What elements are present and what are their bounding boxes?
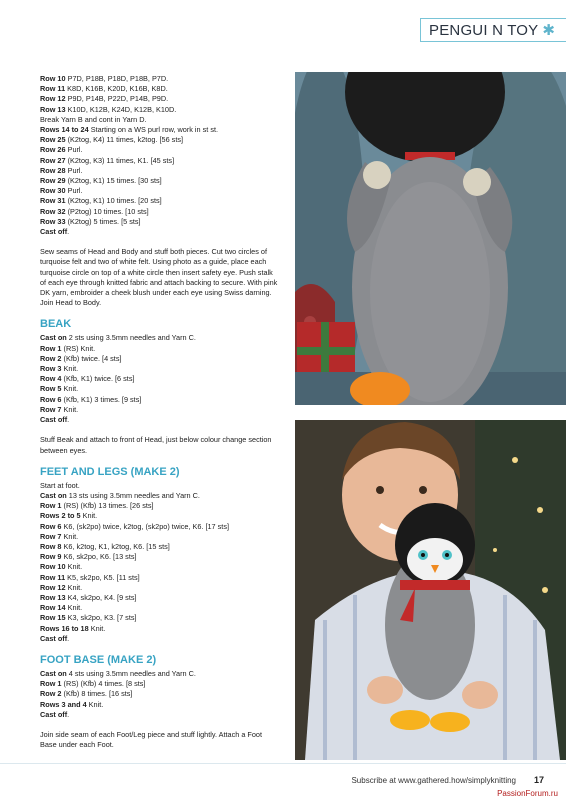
pattern-row	[40, 593, 280, 603]
row-instruction: Knit.	[61, 384, 79, 394]
pattern-row	[40, 176, 280, 186]
row-instruction: (RS) (Kfb) 13 times. [26 sts]	[61, 501, 154, 511]
row-label: Row 1	[40, 501, 62, 511]
row-label: Row 11	[40, 572, 66, 582]
beak-note-paragraph	[40, 435, 280, 455]
assembly-paragraph	[40, 247, 280, 308]
row-instruction: K6, k2tog, K1, k2tog, K6. [15 sts]	[61, 541, 170, 551]
row-instruction: (K2tog, K1) 15 times. [30 sts]	[65, 176, 162, 186]
row-label: Row 31	[40, 196, 66, 206]
pattern-row	[40, 354, 280, 364]
pattern-row	[40, 384, 280, 394]
row-instruction: (Kfb, K1) twice. [6 sts]	[61, 374, 135, 384]
row-label: Cast off	[40, 633, 68, 643]
row-label: Row 14	[40, 603, 66, 613]
pattern-row	[40, 542, 280, 552]
row-label: Row 11	[40, 84, 66, 94]
row-label: Row 15	[40, 613, 66, 623]
pattern-row	[40, 364, 280, 374]
pattern-row	[40, 481, 280, 491]
row-instruction: K3, sk2po, K3. [7 sts]	[65, 613, 137, 623]
row-label: Row 13	[40, 592, 66, 602]
pattern-row	[40, 94, 280, 104]
foot-base-note-paragraph	[40, 730, 280, 750]
row-instruction: Knit.	[65, 603, 83, 613]
row-label: Row 28	[40, 165, 66, 175]
row-instruction: K8D, K16B, K20D, K16B, K8D.	[65, 84, 168, 94]
pattern-row	[40, 603, 280, 613]
foot-base-note: Join side seam of each Foot/Leg piece and stuff lightly. Attach a Foot Base under each Foot.	[40, 729, 263, 750]
row-label: Row 30	[40, 186, 66, 196]
pattern-row	[40, 700, 280, 710]
row-label: Row 12	[40, 94, 66, 104]
row-instruction: (K2tog, K1) 10 times. [20 sts]	[65, 196, 162, 206]
row-label: Cast on	[40, 333, 67, 343]
feet-heading: FEET AND LEGS (MAKE 2)	[40, 465, 180, 478]
pattern-row	[40, 156, 280, 166]
pattern-row	[40, 491, 280, 501]
beak-rows-list	[40, 333, 280, 425]
pattern-row	[40, 552, 280, 562]
snowflake-icon: ✱	[542, 22, 555, 39]
row-instruction: (P2tog) 10 times. [10 sts]	[65, 206, 149, 216]
row-label: Rows 14 to 24	[40, 125, 89, 135]
row-instruction: (RS) Knit.	[61, 343, 96, 353]
row-instruction: .	[67, 633, 70, 643]
row-label: Row 29	[40, 176, 66, 186]
row-instruction: 4 sts using 3.5mm needles and Yarn C.	[66, 668, 196, 678]
foot-base-rows-list	[40, 669, 280, 720]
feet-rows-list	[40, 481, 280, 644]
pattern-row	[40, 84, 280, 94]
pattern-row	[40, 415, 280, 425]
pattern-row	[40, 344, 280, 354]
row-label: Row 3	[40, 364, 62, 374]
pattern-row	[40, 207, 280, 217]
row-label: Row 27	[40, 155, 66, 165]
pattern-row	[40, 511, 280, 521]
row-label: Row 1	[40, 679, 62, 689]
row-instruction: Break Yarn B and cont in Yarn D.	[40, 114, 147, 124]
pattern-row	[40, 333, 280, 343]
row-instruction: Knit.	[61, 404, 79, 414]
pattern-row	[40, 624, 280, 634]
pattern-row	[40, 573, 280, 583]
row-label: Row 25	[40, 135, 66, 145]
row-label: Cast off	[40, 415, 68, 425]
beak-heading: BEAK	[40, 318, 72, 331]
pattern-row	[40, 217, 280, 227]
section-title: PENGUI N TOY	[429, 21, 539, 39]
row-label: Row 26	[40, 145, 66, 155]
row-instruction: K4, sk2po, K4. [9 sts]	[65, 592, 137, 602]
row-instruction: (RS) (Kfb) 4 times. [8 sts]	[61, 679, 146, 689]
pattern-row	[40, 166, 280, 176]
pattern-row	[40, 679, 280, 689]
row-label: Row 6	[40, 394, 62, 404]
head-rows-list	[40, 74, 280, 237]
page-footer	[0, 763, 566, 800]
row-instruction: Purl.	[65, 186, 83, 196]
row-label: Cast on	[40, 668, 67, 678]
row-instruction: 2 sts using 3.5mm needles and Yarn C.	[66, 333, 196, 343]
row-instruction: Knit.	[88, 623, 106, 633]
row-instruction: Starting on a WS purl row, work in st st.	[88, 125, 219, 135]
pattern-row	[40, 613, 280, 623]
row-instruction: (Kfb, K1) 3 times. [9 sts]	[61, 394, 142, 404]
pattern-row	[40, 115, 280, 125]
pattern-row	[40, 196, 280, 206]
row-label: Row 2	[40, 689, 62, 699]
row-instruction: K6, (sk2po) twice, k2tog, (sk2po) twice, K6. [17 sts]	[61, 521, 229, 531]
penguin-body-photo	[295, 72, 566, 405]
row-instruction: P9D, P14B, P22D, P14B, P9D.	[65, 94, 169, 104]
pattern-row	[40, 395, 280, 405]
pattern-row	[40, 634, 280, 644]
row-instruction: (K2tog) 5 times. [5 sts]	[65, 216, 141, 226]
pattern-text-column	[40, 74, 280, 750]
row-label: Row 1	[40, 343, 62, 353]
pattern-row	[40, 562, 280, 572]
pattern-row	[40, 374, 280, 384]
row-instruction: 13 sts using 3.5mm needles and Yarn C.	[66, 490, 200, 500]
row-label: Cast off	[40, 709, 68, 719]
section-header-tab	[420, 18, 566, 42]
row-label: Row 10	[40, 74, 66, 83]
pattern-row	[40, 145, 280, 155]
pattern-row	[40, 669, 280, 679]
beak-note: Stuff Beak and attach to front of Head, just below colour change section between eyes.	[40, 435, 272, 455]
row-label: Cast on	[40, 490, 67, 500]
pattern-row	[40, 532, 280, 542]
row-instruction: Knit.	[65, 582, 83, 592]
row-instruction: Knit.	[61, 531, 79, 541]
row-label: Row 6	[40, 521, 62, 531]
pattern-row	[40, 105, 280, 115]
foot-base-heading: FOOT BASE (MAKE 2)	[40, 653, 157, 666]
pattern-row	[40, 227, 280, 237]
row-label: Row 33	[40, 216, 66, 226]
row-instruction: Knit.	[80, 511, 98, 521]
pattern-row	[40, 125, 280, 135]
row-instruction: Start at foot.	[40, 480, 80, 490]
page-number: 17	[533, 775, 544, 785]
row-instruction: K6, sk2po, K6. [13 sts]	[61, 552, 137, 562]
row-label: Row 4	[40, 374, 62, 384]
row-label: Row 7	[40, 531, 62, 541]
row-instruction: (K2tog, K3) 11 times, K1. [45 sts]	[65, 155, 175, 165]
row-instruction: Purl.	[65, 145, 83, 155]
row-label: Row 5	[40, 384, 62, 394]
row-label: Row 2	[40, 353, 62, 363]
row-instruction: Purl.	[65, 165, 83, 175]
pattern-row	[40, 135, 280, 145]
row-instruction: Knit.	[65, 562, 83, 572]
row-label: Row 9	[40, 552, 62, 562]
boy-penguin-illustration	[295, 420, 566, 760]
row-label: Rows 3 and 4	[40, 699, 87, 709]
row-instruction: K10D, K12B, K24D, K12B, K10D.	[65, 104, 177, 114]
row-label: Row 32	[40, 206, 66, 216]
pattern-row	[40, 405, 280, 415]
penguin-body-illustration	[295, 72, 566, 405]
pattern-row	[40, 186, 280, 196]
row-instruction: Knit.	[86, 699, 104, 709]
subscribe-link[interactable]: Subscribe at www.gathered.how/simplyknitting	[351, 776, 516, 785]
row-instruction: K5, sk2po, K5. [11 sts]	[65, 572, 140, 582]
pattern-row	[40, 74, 280, 84]
row-label: Cast off	[40, 227, 68, 237]
row-instruction: Knit.	[61, 364, 79, 374]
row-instruction: .	[67, 227, 70, 237]
row-label: Row 7	[40, 404, 62, 414]
pattern-row	[40, 501, 280, 511]
pattern-row	[40, 710, 280, 720]
assembly-text: Sew seams of Head and Body and stuff both pieces. Cut two circles of turquoise felt and two of white felt. Using photo as a guide, place each turquoise circle on top of a white circle then insert safety eye. Push stalk of each eye through knitted fabric and attach backing to secure. With pink DK yarn, embroider a cheek blush under each eye using Swiss darning. Join Head to Body.	[40, 247, 278, 308]
row-instruction: (Kfb) twice. [4 sts]	[61, 353, 122, 363]
row-label: Row 8	[40, 541, 62, 551]
row-instruction: .	[67, 415, 70, 425]
row-label: Row 12	[40, 582, 66, 592]
row-label: Row 13	[40, 104, 66, 114]
row-instruction: (K2tog, K4) 11 times, k2tog. [56 sts]	[65, 135, 184, 145]
watermark: PassionForum.ru	[497, 789, 558, 798]
pattern-row	[40, 689, 280, 699]
row-label: Rows 16 to 18	[40, 623, 89, 633]
row-instruction: .	[67, 709, 70, 719]
pattern-row	[40, 583, 280, 593]
pattern-row	[40, 522, 280, 532]
row-label: Row 10	[40, 562, 66, 572]
row-instruction: (Kfb) 8 times. [16 sts]	[61, 689, 133, 699]
boy-with-penguin-photo	[295, 420, 566, 760]
row-label: Rows 2 to 5	[40, 511, 81, 521]
row-instruction: P7D, P18B, P18D, P18B, P7D.	[65, 74, 169, 83]
